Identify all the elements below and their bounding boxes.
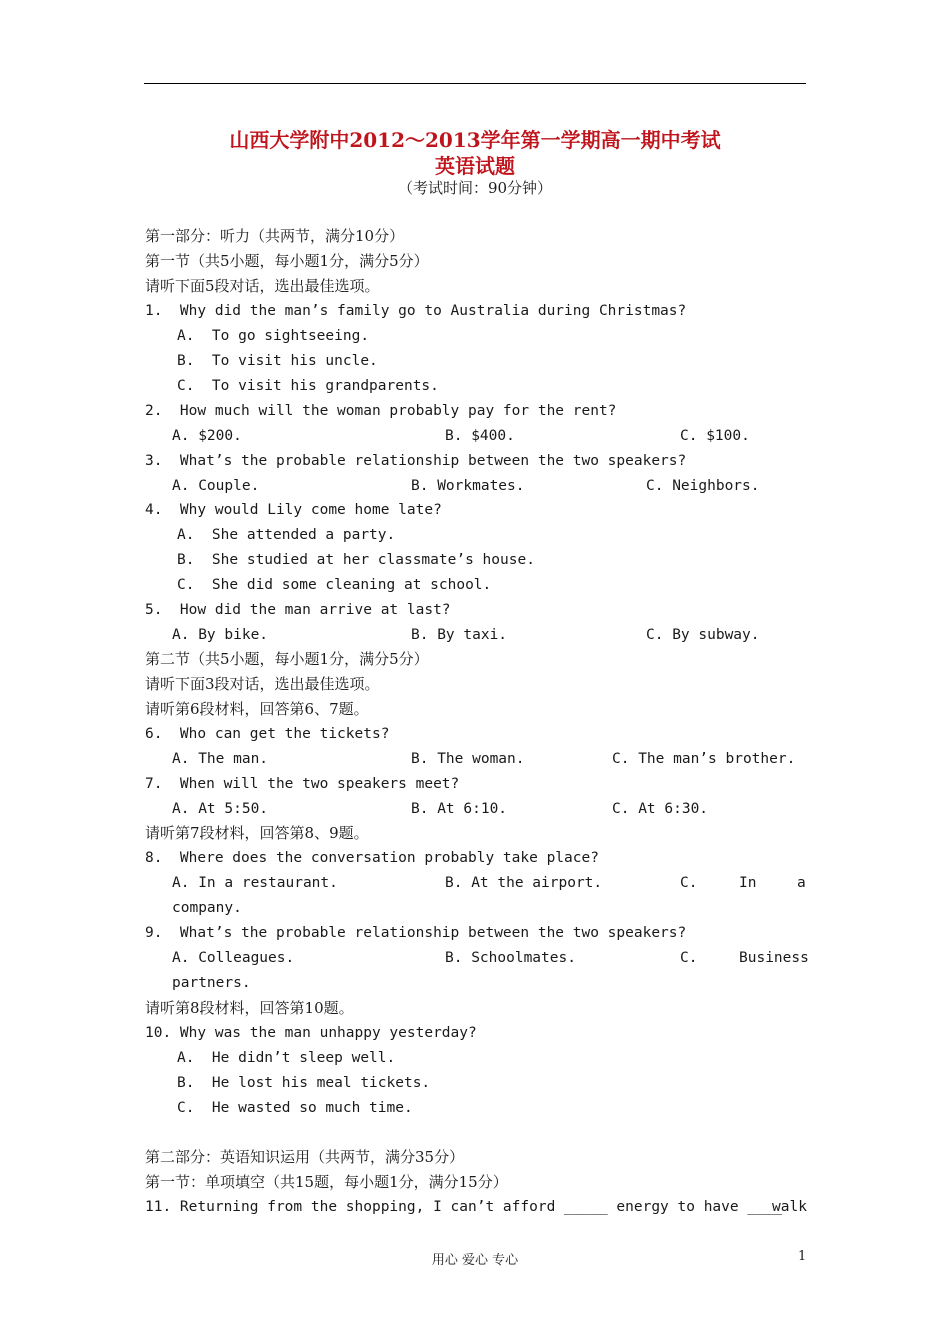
q2-option-b: B. $400. <box>445 428 515 444</box>
q9-option-c-continued: partners. <box>172 975 251 991</box>
q8-option-c-word1: In <box>739 875 757 891</box>
q1-stem: 1. Why did the man’s family go to Australia during Christmas? <box>145 303 687 319</box>
q5-option-a: A. By bike. <box>172 627 269 643</box>
q5-stem: 5. How did the man arrive at last? <box>145 602 451 618</box>
q4-option-a: A. She attended a party. <box>177 527 396 543</box>
q8-option-c-continued: company. <box>172 900 242 916</box>
q9-option-a: A. Colleagues. <box>172 950 295 966</box>
q9-option-c-label: C. <box>680 950 698 966</box>
q5-option-b: B. By taxi. <box>411 627 508 643</box>
q4-option-c: C. She did some cleaning at school. <box>177 577 492 593</box>
q1-option-a: A. To go sightseeing. <box>177 328 370 344</box>
q6-option-b: B. The woman. <box>411 751 525 767</box>
section2-heading: 第二节（共5小题，每小题1分，满分5分） <box>145 650 429 668</box>
q7-stem: 7. When will the two speakers meet? <box>145 776 460 792</box>
q1-option-c: C. To visit his grandparents. <box>177 378 439 394</box>
q6-option-c: C. The man’s brother. <box>612 751 796 767</box>
q1-option-b: B. To visit his uncle. <box>177 353 378 369</box>
q4-stem: 4. Why would Lily come home late? <box>145 502 442 518</box>
q7-option-a: A. At 5:50. <box>172 801 269 817</box>
exam-subject: 英语试题 <box>435 154 515 178</box>
header-rule <box>144 83 806 84</box>
q3-option-c: C. Neighbors. <box>646 478 760 494</box>
q7-option-b: B. At 6:10. <box>411 801 508 817</box>
q11-stem: 11. Returning from the shopping, I can’t afford _____ energy to have ____ <box>145 1199 783 1215</box>
q8-stem: 8. Where does the conversation probably take place? <box>145 850 599 866</box>
part2-heading: 第二部分：英语知识运用（共两节，满分35分） <box>145 1148 465 1166</box>
q5-option-c: C. By subway. <box>646 627 760 643</box>
material7-instruction: 请听第7段材料，回答第8、9题。 <box>145 824 369 842</box>
q4-option-b: B. She studied at her classmate’s house. <box>177 552 535 568</box>
section2-instruction: 请听下面3段对话，选出最佳选项。 <box>145 675 380 693</box>
q2-option-c: C. $100. <box>680 428 750 444</box>
q3-option-a: A. Couple. <box>172 478 260 494</box>
q8-option-c-word2: a <box>797 875 806 891</box>
section1-instruction: 请听下面5段对话，选出最佳选项。 <box>145 277 380 295</box>
q9-option-b: B. Schoolmates. <box>445 950 576 966</box>
part2-section1-heading: 第一节：单项填空（共15题，每小题1分，满分15分） <box>145 1173 508 1191</box>
q8-option-a: A. In a restaurant. <box>172 875 338 891</box>
q8-option-b: B. At the airport. <box>445 875 603 891</box>
exam-title: 山西大学附中2012～2013学年第一学期高一期中考试 <box>229 128 721 152</box>
q10-option-a: A. He didn’t sleep well. <box>177 1050 396 1066</box>
page-footer: 用心 爱心 专心 <box>431 1253 519 1268</box>
q9-stem: 9. What’s the probable relationship between the two speakers? <box>145 925 687 941</box>
q10-option-c: C. He wasted so much time. <box>177 1100 413 1116</box>
section1-heading: 第一节（共5小题，每小题1分，满分5分） <box>145 252 429 270</box>
q2-option-a: A. $200. <box>172 428 242 444</box>
q10-stem: 10. Why was the man unhappy yesterday? <box>145 1025 477 1041</box>
q3-stem: 3. What’s the probable relationship between the two speakers? <box>145 453 687 469</box>
q6-stem: 6. Who can get the tickets? <box>145 726 390 742</box>
page-number: 1 <box>798 1249 807 1264</box>
q7-option-c: C. At 6:30. <box>612 801 709 817</box>
q3-option-b: B. Workmates. <box>411 478 525 494</box>
q9-option-c-word: Business <box>739 950 809 966</box>
part1-heading: 第一部分：听力（共两节，满分10分） <box>145 227 405 245</box>
q2-stem: 2. How much will the woman probably pay for the rent? <box>145 403 617 419</box>
q11-stem-end: walk <box>772 1199 807 1215</box>
q10-option-b: B. He lost his meal tickets. <box>177 1075 431 1091</box>
material8-instruction: 请听第8段材料，回答第10题。 <box>145 999 354 1017</box>
material6-instruction: 请听第6段材料，回答第6、7题。 <box>145 700 369 718</box>
q6-option-a: A. The man. <box>172 751 269 767</box>
exam-time: （考试时间：90分钟） <box>397 179 553 197</box>
q8-option-c-label: C. <box>680 875 698 891</box>
